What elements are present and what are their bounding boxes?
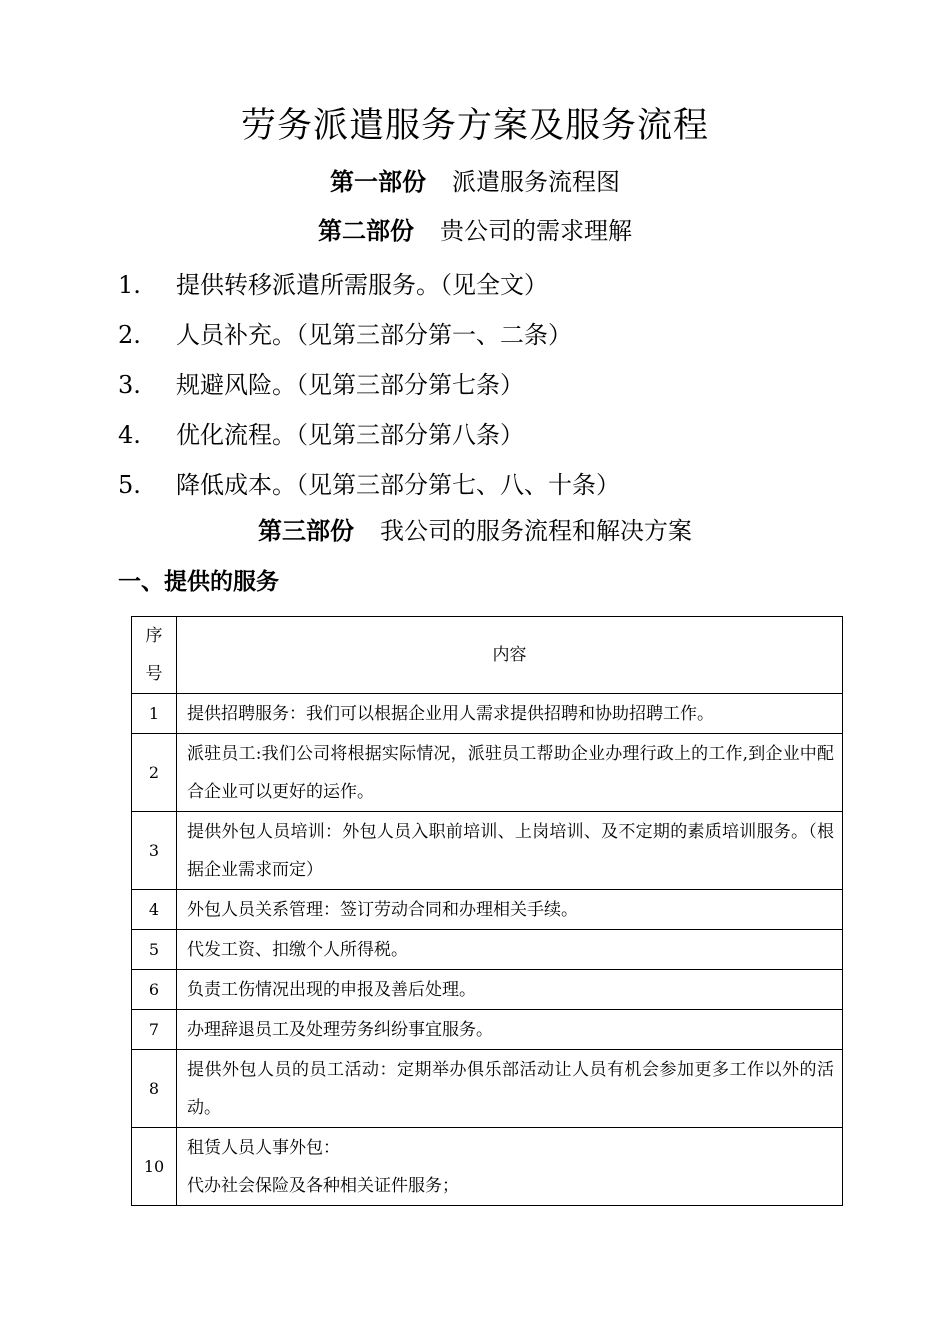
row-content: 提供外包人员的员工活动：定期举办俱乐部活动让人员有机会参加更多工作以外的活动。 bbox=[177, 1050, 843, 1128]
row-number: 1 bbox=[132, 694, 177, 734]
row-number: 5 bbox=[132, 930, 177, 970]
needs-list-item bbox=[118, 468, 620, 518]
needs-list-item bbox=[118, 418, 620, 468]
row-number: 4 bbox=[132, 890, 177, 930]
row-content: 办理辞退员工及处理劳务纠纷事宜服务。 bbox=[177, 1010, 843, 1050]
table-row bbox=[132, 734, 843, 812]
needs-list-item bbox=[118, 268, 620, 318]
document-title: 劳务派遣服务方案及服务流程 bbox=[240, 106, 709, 146]
needs-list bbox=[118, 268, 620, 518]
table-header-row bbox=[132, 617, 843, 694]
table-row bbox=[132, 812, 843, 890]
header-number-line: 序 bbox=[145, 626, 163, 646]
row-content: 提供招聘服务：我们可以根据企业用人需求提供招聘和协助招聘工作。 bbox=[177, 694, 843, 734]
needs-list-item bbox=[118, 318, 620, 368]
row-content-line: 代办社会保险及各种相关证件服务； bbox=[187, 1175, 459, 1196]
item-number: 2. bbox=[118, 321, 141, 349]
item-number: 3. bbox=[118, 371, 141, 399]
part-one-label: 第一部份 bbox=[330, 168, 426, 196]
part-two-heading bbox=[0, 215, 950, 247]
part-two-title: 贵公司的需求理解 bbox=[440, 217, 632, 245]
row-content: 负责工伤情况出现的申报及善后处理。 bbox=[177, 970, 843, 1010]
item-number: 5. bbox=[118, 471, 141, 499]
row-number: 10 bbox=[132, 1128, 177, 1206]
table-row bbox=[132, 930, 843, 970]
item-number: 1. bbox=[118, 271, 141, 299]
row-number: 2 bbox=[132, 734, 177, 812]
row-content: 派驻员工:我们公司将根据实际情况，派驻员工帮助企业办理行政上的工作,到企业中配合企业可以更好的运作。 bbox=[177, 734, 843, 812]
part-three-title: 我公司的服务流程和解决方案 bbox=[380, 517, 692, 545]
part-three-heading bbox=[0, 515, 950, 547]
section-heading: 一、提供的服务 bbox=[118, 569, 279, 595]
needs-list-item bbox=[118, 368, 620, 418]
item-text: 人员补充。（见第三部分第一、二条） bbox=[176, 321, 572, 349]
header-content-cell: 内容 bbox=[177, 617, 843, 694]
part-one-title: 派遣服务流程图 bbox=[452, 168, 620, 196]
row-content: 外包人员关系管理：签订劳动合同和办理相关手续。 bbox=[177, 890, 843, 930]
table-row bbox=[132, 1050, 843, 1128]
part-three-label: 第三部份 bbox=[258, 517, 354, 545]
table-row bbox=[132, 970, 843, 1010]
row-content-line: 租赁人员人事外包： bbox=[187, 1137, 340, 1158]
row-number: 8 bbox=[132, 1050, 177, 1128]
row-content: 代发工资、扣缴个人所得税。 bbox=[177, 930, 843, 970]
item-text: 优化流程。（见第三部分第八条） bbox=[176, 421, 524, 449]
table-row bbox=[132, 1128, 843, 1206]
row-content bbox=[177, 1128, 843, 1206]
part-one-heading bbox=[0, 166, 950, 198]
row-number: 6 bbox=[132, 970, 177, 1010]
services-table bbox=[131, 616, 843, 1206]
table-row bbox=[132, 694, 843, 734]
part-two-label: 第二部份 bbox=[318, 217, 414, 245]
item-text: 降低成本。（见第三部分第七、八、十条） bbox=[176, 471, 620, 499]
row-number: 7 bbox=[132, 1010, 177, 1050]
item-text: 提供转移派遣所需服务。（见全文） bbox=[176, 271, 548, 299]
item-text: 规避风险。（见第三部分第七条） bbox=[176, 371, 524, 399]
header-number-line: 号 bbox=[145, 664, 163, 684]
table-row bbox=[132, 890, 843, 930]
item-number: 4. bbox=[118, 421, 141, 449]
table-row bbox=[132, 1010, 843, 1050]
header-number-cell bbox=[132, 617, 177, 694]
row-content: 提供外包人员培训：外包人员入职前培训、上岗培训、及不定期的素质培训服务。（根据企业需求而定） bbox=[177, 812, 843, 890]
row-number: 3 bbox=[132, 812, 177, 890]
